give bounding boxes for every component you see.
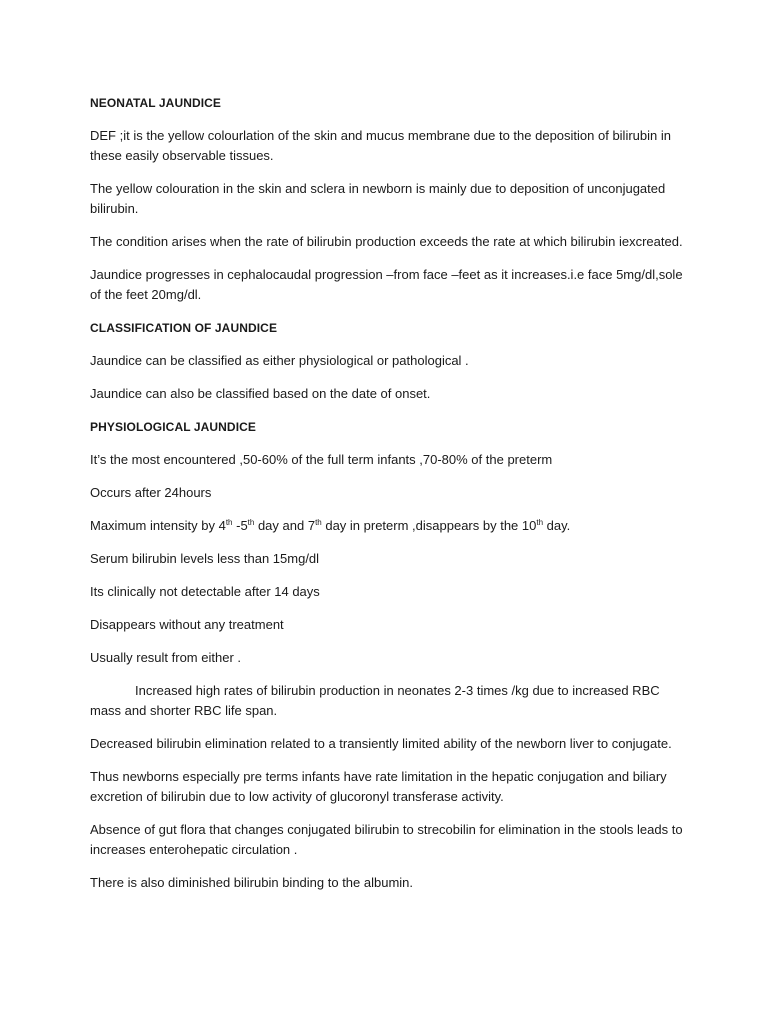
max-text-1: Maximum intensity by 4 [90,518,226,533]
max-text-2: -5 [232,518,248,533]
classification-paragraph-1: Jaundice can be classified as either physiological or pathological . [90,353,469,368]
max-sup-3: th [315,518,322,527]
encountered-paragraph: It’s the most encountered ,50-60% of the full term infants ,70-80% of the preterm [90,452,553,467]
gut-flora-paragraph: Absence of gut flora that changes conjugated bilirubin to strecobilin for elimination in the stools leads to increases enterohepatic circulation . [90,822,683,857]
yellow-colouration-paragraph: The yellow colouration in the skin and sclera in newborn is mainly due to deposition of unconjugated bilirubin. [90,181,666,216]
maximum-intensity-paragraph [90,516,686,536]
increased-rates-paragraph [90,681,686,721]
occurs-paragraph: Occurs after 24hours [90,485,212,500]
disappears-paragraph: Disappears without any treatment [90,617,284,632]
max-text-5: day. [543,518,571,533]
classification-heading: CLASSIFICATION OF JAUNDICE [90,321,278,335]
definition-paragraph: DEF ;it is the yellow colourlation of the skin and mucus membrane due to the deposition of bilirubin in these easily observable tissues. [90,128,671,163]
max-sup-1: th [225,518,233,527]
max-text-3: day and 7 [254,518,316,533]
decreased-elimination-paragraph: Decreased bilirubin elimination related to a transiently limited ability of the newborn liver to conjugate. [90,736,672,751]
newborns-paragraph: Thus newborns especially pre terms infants have rate limitation in the hepatic conjugation and biliary excretion of bilirubin due to low activity of glucoronyl transferase activity. [90,769,667,804]
increased-rates-text: Increased high rates of bilirubin production in neonates 2-3 times /kg due to increased RBC mass and shorter RBC life span. [90,683,660,718]
title-heading: NEONATAL JAUNDICE [90,96,222,110]
detectable-paragraph: Its clinically not detectable after 14 days [90,584,320,599]
progression-paragraph: Jaundice progresses in cephalocaudal progression –from face –feet as it increases.i.e face 5mg/dl,sole of the feet 20mg/dl. [90,267,683,302]
albumin-paragraph: There is also diminished bilirubin binding to the albumin. [90,875,414,890]
max-sup-2: th [247,518,255,527]
physiological-heading: PHYSIOLOGICAL JAUNDICE [90,420,256,434]
document-body [90,93,686,906]
usually-paragraph: Usually result from either . [90,650,241,665]
classification-paragraph-2: Jaundice can also be classified based on the date of onset. [90,386,431,401]
condition-paragraph: The condition arises when the rate of bilirubin production exceeds the rate at which bilirubin iexcreated. [90,234,683,249]
serum-paragraph: Serum bilirubin levels less than 15mg/dl [90,551,320,566]
max-text-4: day in preterm ,disappears by the 10 [321,518,537,533]
max-sup-4: th [536,518,544,527]
